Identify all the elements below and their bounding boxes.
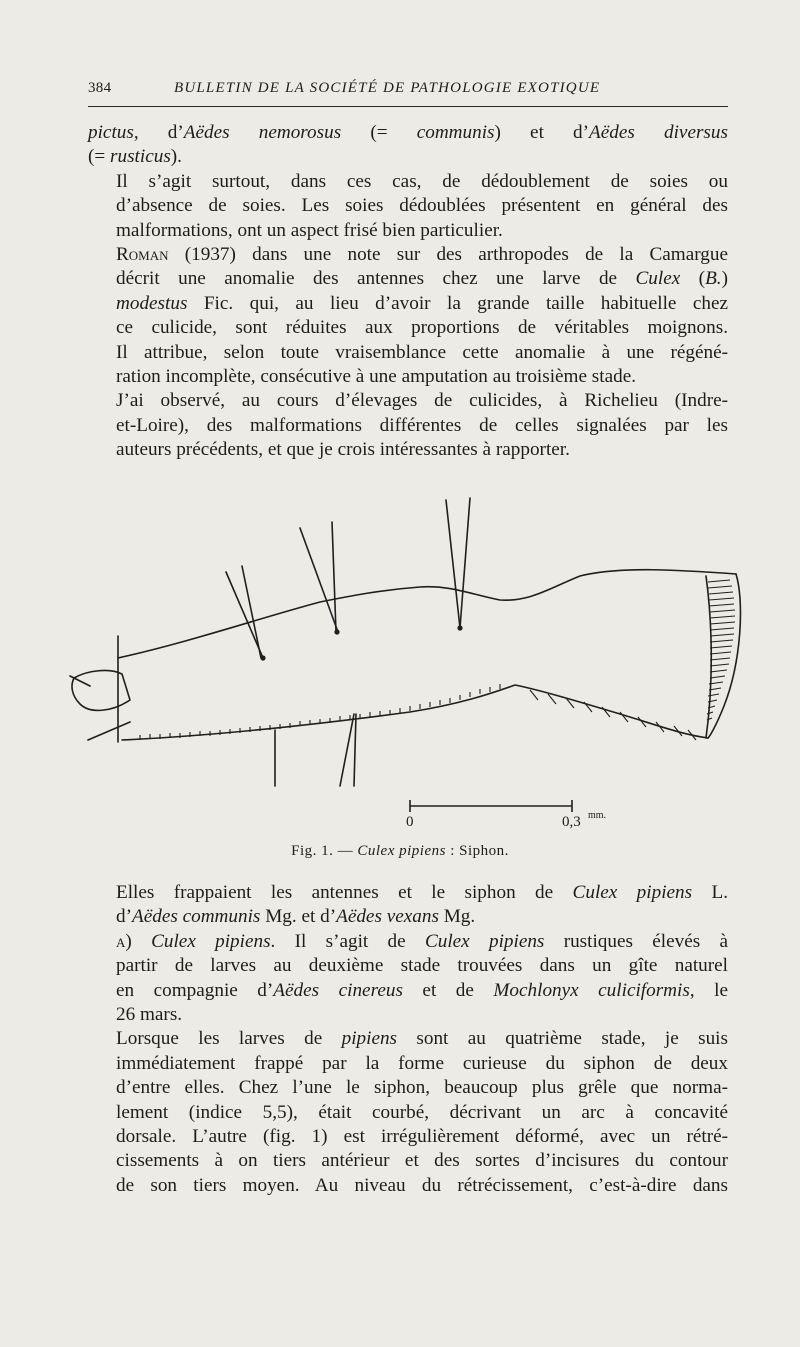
- seta-3: [446, 500, 460, 628]
- journal-title: BULLETIN DE LA SOCIÉTÉ DE PATHOLOGIE EXOTIQUE: [174, 80, 601, 96]
- text-line: dorsale. L’autre (fig. 1) est irrégulièrement déformé, avec un rétré-: [116, 1126, 728, 1148]
- figure-caption: Fig. 1. — Culex pipiens : Siphon.: [291, 843, 509, 859]
- text-line: et-Loire), des malformations différentes de celles signalées par les: [116, 414, 728, 436]
- text-line: Il attribue, selon toute vraisemblance cette anomalie à une régéné-: [116, 341, 728, 363]
- text-line: d’entre elles. Chez l’une le siphon, beaucoup plus grêle que norma-: [116, 1077, 728, 1099]
- text-line: ration incomplète, consécutive à une amputation au troisième stade.: [116, 366, 637, 388]
- text-line: J’ai observé, au cours d’élevages de culicides, à Richelieu (Indre-: [116, 390, 728, 412]
- anal-lobe-tip: [70, 676, 130, 740]
- author-name: Roman: [116, 244, 169, 266]
- running-header: [88, 80, 728, 102]
- ventral-spines: [140, 580, 735, 740]
- siphon-dorsal-outline: [118, 570, 736, 742]
- scale-end-label: 0,3: [562, 814, 581, 830]
- text-line: d’Aëdes communis Mg. et d’Aëdes vexans Mg.: [116, 906, 476, 928]
- scale-start-label: 0: [406, 814, 414, 830]
- seta-base-1: [260, 655, 265, 660]
- anal-lobe: [72, 671, 130, 711]
- text-line: Elles frappaient les antennes et le siphon de Culex pipiens L.: [116, 882, 728, 903]
- scale-unit-label: mm.: [588, 810, 607, 821]
- siphon-figure: [60, 490, 750, 830]
- text-line: a) Culex pipiens. Il s’agit de Culex pipiens rustiques élevés à: [116, 930, 728, 952]
- paragraph-5: [88, 881, 728, 930]
- text-line: Roman (1937) dans une note sur des arthropodes de la Camargue: [116, 244, 728, 266]
- text-line: lement (indice 5,5), était courbé, décrivant un arc à concavité: [116, 1101, 728, 1123]
- seta-5: [340, 714, 354, 786]
- text-line: malformations, ont un aspect frisé bien particulier.: [116, 219, 503, 241]
- text-line: 26 mars.: [116, 1004, 183, 1026]
- paragraph-6: [88, 930, 728, 1028]
- text-line: Il s’agit surtout, dans ces cas, de dédoublement de soies ou: [116, 170, 728, 192]
- seta-3b: [460, 498, 470, 628]
- text-block-upper: [88, 121, 728, 463]
- seta-base-2: [334, 629, 339, 634]
- text-line: de son tiers moyen. Au niveau du rétrécissement, c’est-à-dire dans: [116, 1174, 728, 1196]
- seta-5b: [354, 714, 356, 786]
- text-line: Lorsque les larves de pipiens sont au quatrième stade, je suis: [116, 1028, 728, 1050]
- text-block-lower: [88, 881, 728, 1198]
- paragraph-2: [88, 170, 728, 243]
- page-number: 384: [88, 80, 112, 96]
- text-line: immédiatement frappé par la forme curieuse du siphon de deux: [116, 1052, 728, 1074]
- paragraph-3: [88, 243, 728, 389]
- scale-bar: [410, 800, 572, 812]
- text-line: partir de larves au deuxième stade trouvées dans un gîte naturel: [116, 955, 728, 977]
- paragraph-4: [88, 389, 728, 462]
- text-line: pictus, d’Aëdes nemorosus (= communis) et d’Aëdes diversus: [88, 122, 728, 143]
- seta-1: [226, 572, 263, 658]
- text-line: auteurs précédents, et que je crois intéressantes à rapporter.: [116, 439, 570, 461]
- text-line: décrit une anomalie des antennes chez une larve de Culex (B.): [116, 268, 728, 290]
- paragraph-1: [88, 121, 728, 170]
- text-line: ce culicide, sont réduites aux proportions de véritables moignons.: [116, 317, 728, 339]
- text-line: en compagnie d’Aëdes cinereus et de Mochlonyx culiciformis, le: [116, 979, 728, 1001]
- text-line: modestus Fic. qui, au lieu d’avoir la grande taille habituelle chez: [116, 292, 728, 314]
- text-line: (= rusticus).: [88, 146, 182, 168]
- text-line: cissements à on tiers antérieur et des sortes d’incisures du contour: [116, 1150, 728, 1172]
- seta-1b: [242, 566, 261, 658]
- header-rule: [88, 106, 728, 107]
- seta-base-3: [457, 625, 462, 630]
- text-line: d’absence de soies. Les soies dédoublées présentent en général des: [116, 195, 728, 217]
- paragraph-7: [88, 1027, 728, 1198]
